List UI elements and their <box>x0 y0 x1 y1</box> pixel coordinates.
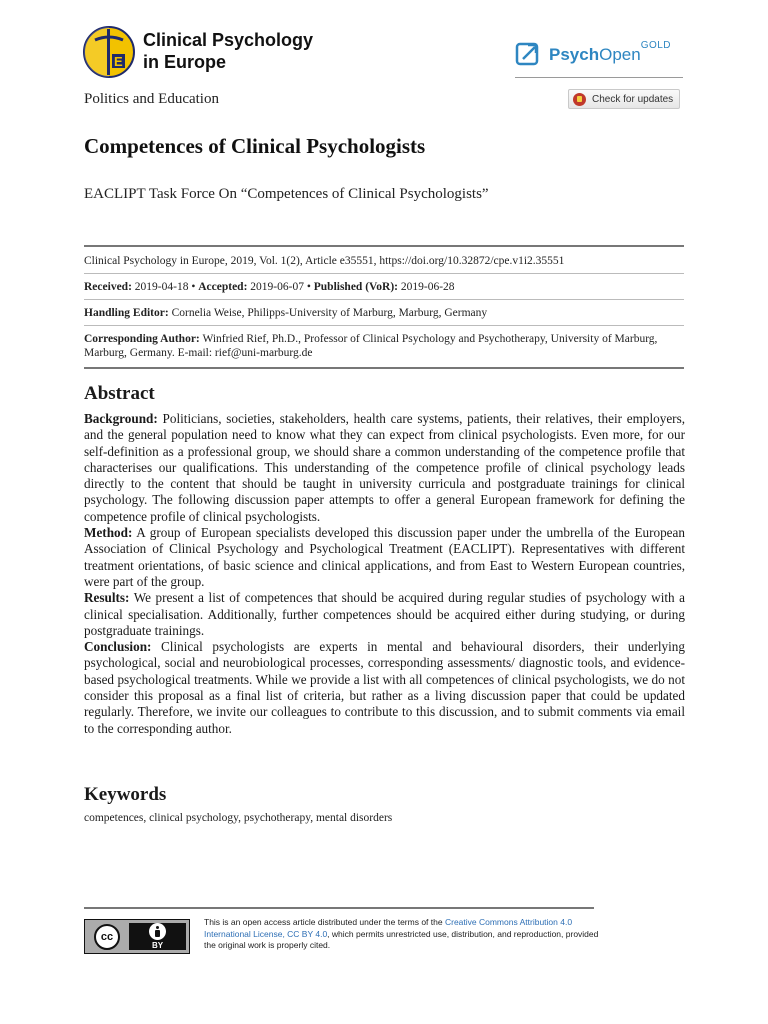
journal-name-line1: Clinical Psychology <box>143 30 314 50</box>
handling-editor <box>84 306 684 320</box>
handling-editor-label: Handling Editor: <box>84 307 169 319</box>
header-divider <box>515 77 683 78</box>
date-separator: • <box>306 281 311 293</box>
cc-by-license-badge[interactable] <box>84 919 190 954</box>
section-label: Politics and Education <box>84 91 219 107</box>
accepted-label: Accepted: <box>198 281 248 293</box>
by-label: BY <box>151 941 164 950</box>
accepted-date: 2019-06-07 <box>250 281 304 293</box>
check-for-updates-button[interactable] <box>568 89 680 109</box>
meta-divider <box>84 325 684 326</box>
received-label: Received: <box>84 281 132 293</box>
publisher-tier: GOLD <box>640 40 672 51</box>
results-label: Results: <box>84 590 130 606</box>
abstract-body <box>84 411 685 737</box>
cc-icon: cc <box>94 924 120 950</box>
svg-text:E: E <box>114 54 123 69</box>
abstract-results <box>84 590 685 639</box>
meta-divider <box>84 273 684 274</box>
publisher-logo[interactable] <box>515 40 671 70</box>
cc-icon-wrap <box>85 920 129 953</box>
license-text-after: , which permits unrestricted use, distribution, and reproduction, provided the original work is properly cited. <box>204 928 599 950</box>
license-link[interactable]: Creative Commons Attribution 4.0 International License, CC BY 4.0 <box>204 917 573 939</box>
publisher-name-psych: Psych <box>549 45 600 64</box>
abstract-method <box>84 525 685 590</box>
publisher-name <box>549 45 641 65</box>
keywords-heading: Keywords <box>84 784 167 805</box>
corresponding-author-value: Winfried Rief, Ph.D., Professor of Clinical Psychology and Psychotherapy, University of Marburg, Marburg, Germany. E-mail: rief@uni-marburg.de <box>84 333 658 359</box>
publisher-name-open: Open <box>599 45 641 64</box>
conclusion-label: Conclusion: <box>84 639 152 655</box>
results-text: We present a list of competences that should be acquired during regular studies of psychology with a clinical specialisation. Additionally, further competences should be acquired either during studying, or during postgraduate trainings. <box>84 590 686 638</box>
method-text: A group of European specialists developed this discussion paper under the umbrella of the European Association of Clinical Psychology and Psychological Treatment (EACLIPT). Representatives with different treatment orientations, of basic science and clinical applications, and from East to Western European countries, were part of the group. <box>84 525 685 589</box>
journal-logo-icon <box>83 26 135 78</box>
published-label: Published (VoR): <box>313 281 398 293</box>
corresponding-author-label: Corresponding Author: <box>84 333 200 345</box>
by-panel <box>129 923 186 950</box>
date-separator: • <box>191 281 196 293</box>
meta-divider-bottom <box>84 367 684 369</box>
abstract-heading: Abstract <box>84 383 155 404</box>
crossmark-icon <box>573 93 586 106</box>
abstract-conclusion <box>84 639 685 737</box>
footer-divider <box>84 907 594 909</box>
received-date: 2019-04-18 <box>134 281 189 293</box>
meta-divider-top <box>84 245 684 247</box>
corresponding-author <box>84 332 684 360</box>
journal-name-line2: in Europe <box>143 52 227 72</box>
background-text: Politicians, societies, stakeholders, health care systems, patients, their relatives, their employers, and the general population need to know what they can expect from clinical psychologists. Even more, for our self-definition as a professional group, we should share a common understanding of the competence profile that characterises our qualifications. This understanding of the competence profile of clinical psychology leads directly to the content that should be taught in university curricula and postgraduate trainings for clinical psychology. The following discussion paper attempts to offer a general European framework for defining the competence profile of clinical psychologists. <box>84 411 685 524</box>
psychopen-icon <box>515 40 541 66</box>
meta-divider <box>84 299 684 300</box>
article-title: Competences of Clinical Psychologists <box>84 134 426 158</box>
keywords-list: competences, clinical psychology, psychotherapy, mental disorders <box>84 812 393 824</box>
citation: Clinical Psychology in Europe, 2019, Vol. 1(2), Article e35551, https://doi.org/10.32872/cpe.v1i2.35551 <box>84 255 565 267</box>
background-label: Background: <box>84 411 158 426</box>
conclusion-text: Clinical psychologists are experts in mental and behavioural disorders, their underlying psychological, social and neurobiological processes, corresponding assessments/ diagnostic tools, and evidence-based psychological treatments. While we provide a list with all competences of clinical psychologists, we do not consider this proposal as a final list of criteria, but rather as a living discussion paper that could be updated regularly. Therefore, we invite our colleagues to contribute to this discussion, and to submit comments via email to the corresponding author. <box>84 639 685 736</box>
check-for-updates-label: Check for updates <box>592 93 674 105</box>
author-list: EACLIPT Task Force On “Competences of Clinical Psychologists” <box>84 186 489 202</box>
attribution-person-icon <box>149 923 166 940</box>
license-statement <box>204 917 604 952</box>
abstract-background <box>84 411 685 525</box>
journal-name <box>143 29 313 73</box>
method-label: Method: <box>84 525 133 541</box>
handling-editor-value: Cornelia Weise, Philipps-University of Marburg, Marburg, Germany <box>171 307 488 319</box>
dates <box>84 280 684 294</box>
license-text-before: This is an open access article distributed under the terms of the <box>204 917 445 927</box>
published-date: 2019-06-28 <box>400 281 455 293</box>
